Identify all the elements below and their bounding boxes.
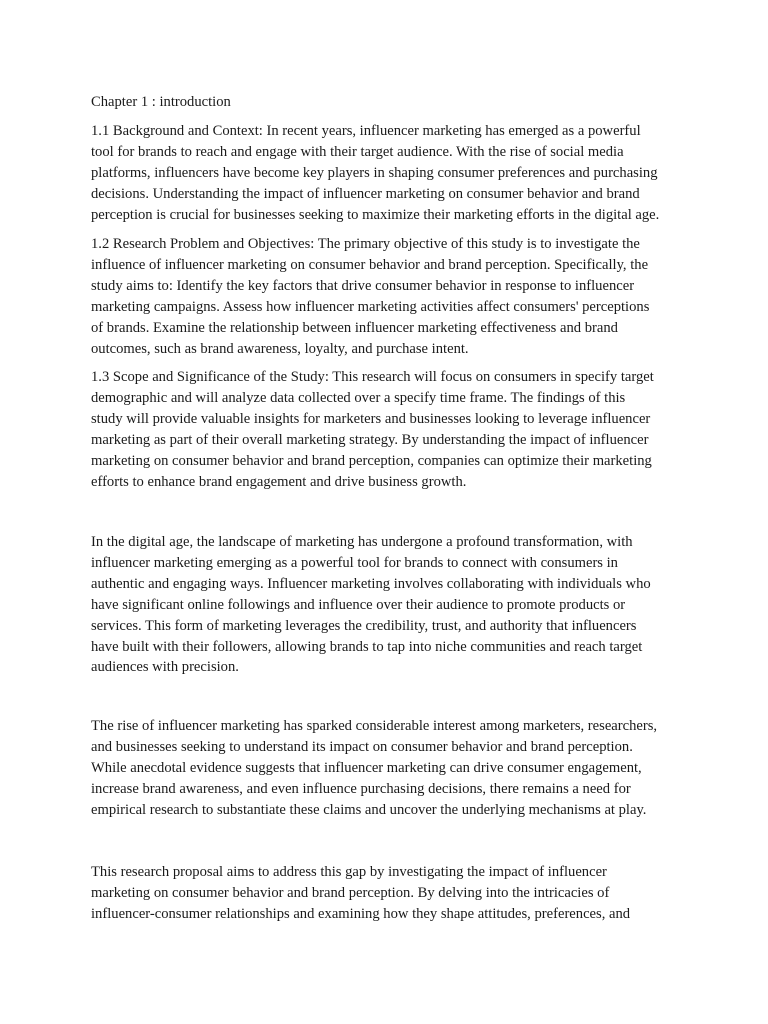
paragraph-line: marketing as part of their overall marketing strategy. By understanding the impact of influencer [91,431,649,448]
paragraph-line: 1.3 Scope and Significance of the Study: This research will focus on consumers in specify target [91,369,654,385]
paragraph-line: study will provide valuable insights for marketers and businesses looking to leverage influencer [91,410,651,427]
paragraph-line: In the digital age, the landscape of marketing has undergone a profound transformation, with [91,534,633,550]
paragraph-digital-age [91,532,679,678]
paragraph-line: and businesses seeking to understand its impact on consumer behavior and brand perception. [91,738,633,755]
paragraph-line: services. This form of marketing leverages the credibility, trust, and authority that influencers [91,617,637,634]
paragraph-research-problem [91,234,679,359]
paragraph-line: increase brand awareness, and even influence purchasing decisions, there remains a need for [91,780,631,797]
paragraph-line: 1.1 Background and Context: In recent years, influencer marketing has emerged as a powerful [91,123,641,139]
paragraph-line: The rise of influencer marketing has sparked considerable interest among marketers, researchers, [91,718,658,734]
paragraph-line: demographic and will analyze data collected over a specify time frame. The findings of this [91,389,626,406]
paragraph-line: empirical research to substantiate these claims and uncover the underlying mechanisms at play. [91,801,647,818]
paragraph-line: have built with their followers, allowing brands to tap into niche communities and reach target [91,638,643,655]
chapter-heading: Chapter 1 : introduction [91,94,231,110]
paragraph-scope-significance [91,367,679,492]
paragraph-research-proposal [91,862,679,925]
paragraph-line: 1.2 Research Problem and Objectives: The primary objective of this study is to investigate the [91,236,640,252]
paragraph-line: authentic and engaging ways. Influencer marketing involves collaborating with individuals who [91,575,651,592]
paragraph-line: audiences with precision. [91,659,239,676]
paragraph-rise-of-influencer-marketing [91,716,679,821]
paragraph-line: influence of influencer marketing on consumer behavior and brand perception. Specifically, the [91,256,649,273]
paragraph-line: tool for brands to reach and engage with their target audience. With the rise of social media [91,143,624,160]
paragraph-line: have significant online followings and influence over their audience to promote products or [91,596,626,613]
paragraph-line: While anecdotal evidence suggests that influencer marketing can drive consumer engagement, [91,759,642,776]
paragraph-line: platforms, influencers have become key players in shaping consumer preferences and purchasing [91,164,658,181]
paragraph-line: marketing campaigns. Assess how influencer marketing activities affect consumers' perceptions [91,298,650,315]
paragraph-line: study aims to: Identify the key factors that drive consumer behavior in response to influencer [91,277,635,294]
paragraph-line: decisions. Understanding the impact of influencer marketing on consumer behavior and brand [91,185,640,202]
paragraph-line: marketing on consumer behavior and brand perception, companies can optimize their marketing [91,452,652,469]
paragraph-line: This research proposal aims to address this gap by investigating the impact of influencer [91,864,607,880]
paragraph-background-context [91,121,679,226]
paragraph-line: marketing on consumer behavior and brand perception. By delving into the intricacies of [91,884,610,901]
paragraph-line: of brands. Examine the relationship between influencer marketing effectiveness and brand [91,319,618,336]
paragraph-line: efforts to enhance brand engagement and drive business growth. [91,473,467,490]
paragraph-line: influencer marketing emerging as a powerful tool for brands to connect with consumers in [91,554,618,571]
paragraph-line: outcomes, such as brand awareness, loyalty, and purchase intent. [91,340,469,357]
paragraph-line: perception is crucial for businesses seeking to maximize their marketing efforts in the digital age. [91,206,660,223]
paragraph-line: influencer-consumer relationships and examining how they shape attitudes, preferences, and [91,905,631,922]
